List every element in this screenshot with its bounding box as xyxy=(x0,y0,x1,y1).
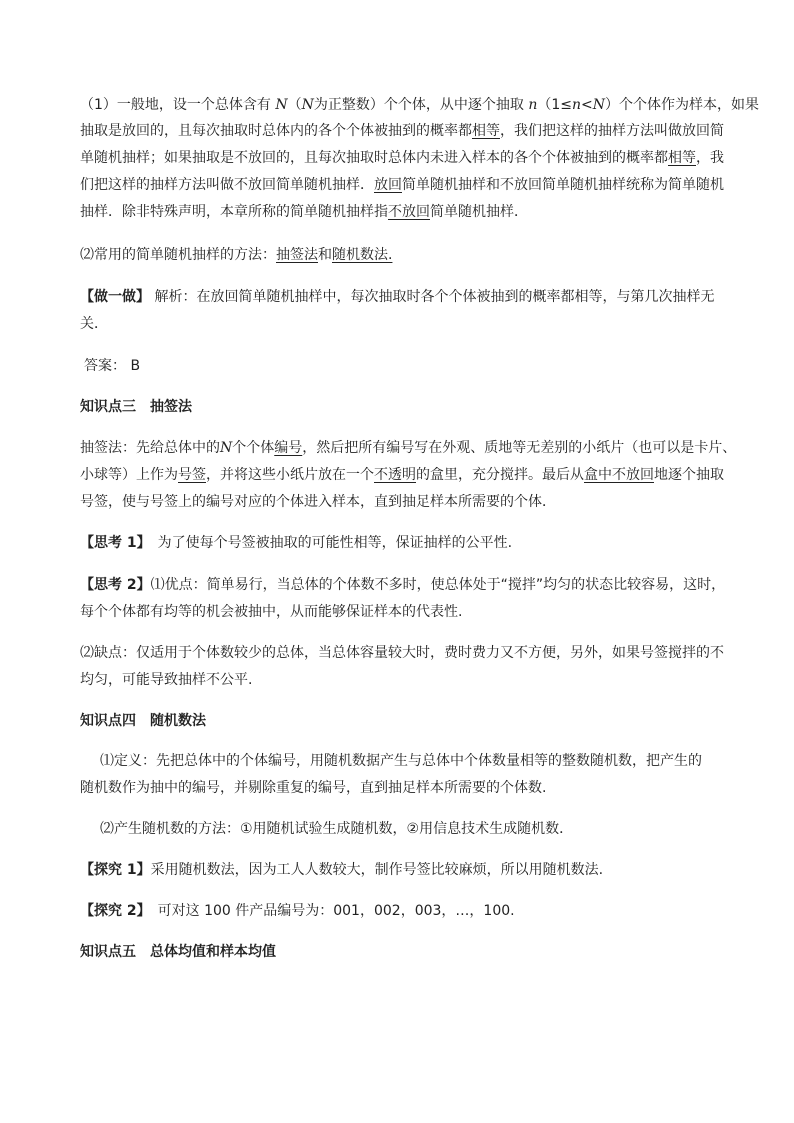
answer: 答案： B xyxy=(84,358,141,374)
chouqian-line1: 抽签法：先给总体中的N个个体编号，然后把所有编号写在外观、质地等无差别的小纸片（也可以是卡片、 xyxy=(80,440,737,456)
para1-line2: 抽取是放回的，且每次抽取时总体内的各个个体被抽到的概率都相等，我们把这样的抽样方法叫做放回简 xyxy=(80,123,724,139)
para1-line4: 们把这样的抽样方法叫做不放回简单随机抽样．放回简单随机抽样和不放回简单随机抽样统称为简单随机 xyxy=(80,177,724,193)
sikao2-line2: 每个个体都有均等的机会被抽中，从而能够保证样本的代表性. xyxy=(80,604,463,620)
dingyi-line2: 随机数作为抽中的编号，并剔除重复的编号，直到抽足样本所需要的个体数. xyxy=(80,780,547,796)
tanjiu1: 【探究 1】采用随机数法，因为工人人数较大，制作号签比较麻烦，所以用随机数法. xyxy=(80,862,604,878)
chouqian-line3: 号签，使与号签上的编号对应的个体进入样本，直到抽足样本所需要的个体． xyxy=(80,494,556,510)
zuoyizuo-line1: 【做一做】 解析：在放回简单随机抽样中，每次抽取时各个个体被抽到的概率都相等，与第几次抽样无 xyxy=(80,289,715,305)
para2: ⑵常用的简单随机抽样的方法：抽签法和随机数法. xyxy=(80,247,393,263)
chouqian-line2: 小球等）上作为号签，并将这些小纸片放在一个不透明的盒里，充分搅拌。最后从盒中不放回地逐个抽取 xyxy=(80,467,724,483)
para1-line3: 单随机抽样；如果抽取是不放回的，且每次抽取时总体内未进入样本的各个个体被抽到的概率都相等，我 xyxy=(80,150,724,166)
sikao2-line1: 【思考 2】⑴优点：简单易行，当总体的个体数不多时，使总体处于“搅拌”均匀的状态比较容易，这时， xyxy=(80,577,726,593)
dingyi-line1: ⑴定义：先把总体中的个体编号，用随机数据产生与总体中个体数量相等的整数随机数，把产生的 xyxy=(100,753,702,769)
heading-knowledge-5: 知识点五 总体均值和样本均值 xyxy=(80,944,276,960)
tanjiu2: 【探究 2】 可对这 100 件产品编号为：001，002，003，…，100. xyxy=(80,903,515,919)
para1-line5: 抽样．除非特殊声明，本章所称的简单随机抽样指不放回简单随机抽样． xyxy=(80,204,528,220)
heading-knowledge-4: 知识点四 随机数法 xyxy=(80,713,206,729)
quedian-line2: 均匀，可能导致抽样不公平. xyxy=(80,672,253,688)
quedian-line1: ⑵缺点：仅适用于个体数较少的总体，当总体容量较大时，费时费力又不方便，另外，如果号签搅拌的不 xyxy=(80,645,724,661)
para1-line1: （1）一般地，设一个总体含有 N（N为正整数）个个体，从中逐个抽取 n（1≤n<N）个个体作为样本，如果 xyxy=(80,97,759,113)
sikao1: 【思考 1】 为了使每个号签被抽取的可能性相等，保证抽样的公平性. xyxy=(80,535,513,551)
chansheng: ⑵产生随机数的方法：①用随机试验生成随机数，②用信息技术生成随机数． xyxy=(100,821,574,837)
heading-knowledge-3: 知识点三 抽签法 xyxy=(80,399,192,415)
zuoyizuo-line2: 关． xyxy=(80,316,108,332)
